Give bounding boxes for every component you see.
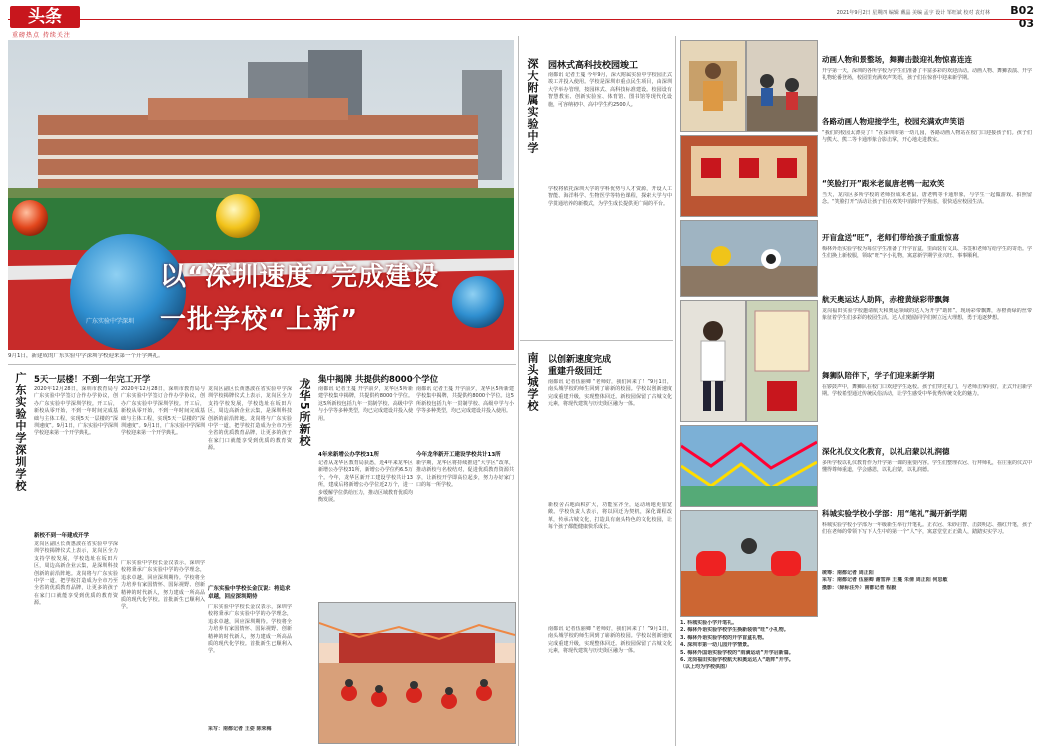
- photo-8: [680, 510, 818, 617]
- right-h8: 科城实验学校小学部：用“笔礼”揭开新学期: [822, 509, 967, 518]
- photo-3: [680, 135, 818, 217]
- caption-2: 2. 梅林外语实验学校学生换新装领“旺”小礼物。: [680, 627, 789, 634]
- right-p1: 开学第一天，深圳的各所学校为学生们准备了丰富多彩的欢迎活动。动画人物、舞狮表演、开学礼物轮番登场，校园里充满欢声笑语，孩子们在惊喜中迎来新学期。: [822, 68, 1032, 82]
- photo-captions: [680, 620, 816, 672]
- article-gsy-p3a: 广东实验中学校长金汉表示，深圳学校将秉承广东实验中学的办学理念，追求卓越，回应深圳期待。学校将全力培养有家国情怀、国际视野、创新精神的时代新人，努力建成一所高品质的现代化学校。首批新生已顺利入学。: [121, 560, 205, 611]
- right-h7: 深化礼仪文化教育，以礼启蒙以礼润德: [822, 447, 950, 456]
- caption-3: 3. 梅林外语实验学校的开学盲盒礼物。: [680, 634, 768, 641]
- section-title: 头条: [28, 7, 62, 27]
- right-h4: 开盲盒送“旺”，老师们带给孩子重重惊喜: [822, 233, 960, 242]
- article-sfz-headline: 园林式高科技校园竣工: [548, 61, 639, 71]
- divider: [8, 364, 516, 365]
- article-gsy-sub1: 新校不到一年建成开学: [34, 533, 90, 539]
- article-lh-p3: 新学期，龙华区将持续推进“大学区”改革，推动新校与名校结对，促进优质教育资源共享，让新校开学即高位起步，努力办好家门口的每一所学校。: [416, 460, 514, 489]
- article-lh-p2: 记者从龙华区教育局获悉，近4年来龙华区新增公办学校31所，新增公办学位约6.5万个。今年，龙华区新开工建设学校共计13所，建成后将新增公办学位近2万个，进一步缓解学位供给压力，推动区域教育优质均衡发展。: [318, 460, 413, 504]
- right-h6: 舞狮队陪伴下，学子们迎来新学期: [822, 371, 935, 380]
- credits-3: 摄影：（除标注外）南都记者 程毅: [822, 584, 897, 591]
- article-gsy-p1: 2020年12月28日，深圳市教育局与广东实验中学签订合作办学协议，创办广东实验中学深圳学校。开工后，新校从零开始，不到一年时间完成基础与主体工程，实现5天一层楼的“深圳速度”。9月1日，广东实验中学深圳学校迎来第一个开学典礼。: [34, 386, 118, 437]
- masthead-logo: [10, 6, 80, 28]
- article-gsy-p2b: 龙岗区副区长黄惠波在省实验中学深圳学校揭牌仪式上表示，龙岗区全力支持学校发展，学校选址在坂田片区，周边高新企业云集，是深圳科技创新的前沿阵地。龙岗将与广东实验中学一道，把学校打造成为全市乃至全省的优质教育品牌，让更多的孩子在家门口就能享受到优质的教育资源。: [208, 386, 292, 452]
- article-ns-headline1: 以创新速度完成: [548, 355, 612, 365]
- article-gsy-kicker: 广东实验中学深圳学校: [14, 372, 27, 492]
- article-ns-headline2: 重建升级回迁: [548, 367, 603, 377]
- credits-2: 采写：南都记者 伍丽卿 谢雪萍 王蔓 朱倩 周正阳 何思敏: [822, 577, 948, 584]
- article-ns-kicker: 南头城学校: [526, 352, 539, 412]
- article-lh-sub1: 4年来新增公办学校31所: [318, 452, 379, 458]
- caption-1: 1. 科城实验小学开笔礼。: [680, 620, 738, 626]
- masthead-dateline: 2021年9月2日 星期四 编辑 戴晶 美编 孟宇 设计 邹旺斌 校对 袁灯林: [836, 10, 990, 16]
- article-gsy-p3: 广东实验中学校长金汉表示，深圳学校将秉承广东实验中学的办学理念，追求卓越，回应深圳期待。学校将全力培养有家国情怀、国际视野、创新精神的时代新人，努力建成一所高品质的现代化学校。首批新生已顺利入学。: [208, 604, 292, 655]
- right-h2: 各路动画人物迎接学生，校园充满欢声笑语: [822, 117, 965, 126]
- article-lh-sub2: 今年龙华新开工建设学校共计13所: [416, 452, 501, 458]
- right-p2: “我们的校园太漂亮了！”在深圳市第一幼儿园，各路动画人物站在校门口迎接孩子们。孩子们与熊大、熊二等卡通形象合影击掌，开心地走进教室。: [822, 130, 1032, 144]
- article-lh-p1b: 南都讯 记者王蔓 开学前夕，龙华区5所新建学校集中揭牌，共提供约8000个学位。这5所新校包括九年一贯制学校、高级中学与小学等多种类型，均已完成建设并投入使用。: [416, 386, 514, 415]
- article-lh-kicker: 龙华5所新校: [298, 378, 311, 447]
- right-p6: 在锣鼓声中，舞狮队在校门口欢迎学生返校。孩子们穿过礼门，与老师击掌问好，正式开启新学期。学校希望通过传统民俗活动，让学生感受中华优秀传统文化的魅力。: [822, 384, 1032, 398]
- photo-6: [746, 300, 818, 422]
- right-p7: 多所学校以礼仪教育作为开学第一课的重要内容。学生们整理衣冠、行拜师礼，在庄重的仪式中懂得尊师重道，学会感恩，以礼启蒙，以礼润德。: [822, 460, 1032, 474]
- divider: [675, 36, 676, 746]
- right-p8: 科城实验学校小学部为一年级新生举行开笔礼。正衣冠、朱砂启智、击鼓明志、描红开笔，孩子们在老师的带领下写下人生中的第一个“人”字，寓意堂堂正正做人，踏踏实实学习。: [822, 522, 1032, 536]
- article-ns-p1: 南都讯 记者伍丽卿 “老师好，我们回来了！”9月1日，南头城学校的师生回到了崭新的校园。学校以创新速度完成重建升级，实现整体回迁。新校园保留了古城文化元素，将现代建筑与历史街区融为一体。: [548, 379, 672, 408]
- right-h3: “笑脸打开”跟米老鼠唐老鸭一起欢笑: [822, 179, 945, 188]
- masthead-rule: [8, 19, 1032, 20]
- article-ns-p1b: 南都讯 记者伍丽卿 “老师好，我们回来了！”9月1日，南头城学校的师生回到了崭新的校园。学校以创新速度完成重建升级，实现整体回迁。新校园保留了古城文化元素，将现代建筑与历史街区融为一体。: [548, 626, 672, 655]
- caption-4: 4. 深圳市第一幼儿园开学情景。: [680, 642, 753, 649]
- caption-7: （以上均为学校供图）: [680, 664, 731, 671]
- article-sfz-kicker: 深大附属实验中学: [526, 58, 539, 154]
- caption-6: 6. 龙岗福田实验学校航天和奥运达人“助阵”开学。: [680, 657, 794, 664]
- article-sfz-p2: 学校将依托深圳大学的学科优势与人才资源，开设人工智能、海洋科学、生物医学等特色课程，探索大学与中学贯通培养的新模式，为学生成长提供更广阔的平台。: [548, 186, 672, 207]
- caption-5: 5. 梅林外国语实验学校的“雨滴运动”开学启新篇。: [680, 649, 794, 656]
- hero-caption: 9月1日，新建成的广东实验中学深圳学校迎来第一个开学典礼。: [8, 353, 164, 359]
- right-column: [822, 54, 1032, 592]
- article-gsy-p2: 龙岗区副区长黄惠波在省实验中学深圳学校揭牌仪式上表示，龙岗区全力支持学校发展，学校选址在坂田片区，周边高新企业云集，是深圳科技创新的前沿阵地。龙岗将与广东实验中学一道，把学校打造成为全市乃至全省的优质教育品牌，让更多的孩子在家门口就能享受到优质的教育资源。: [34, 541, 118, 607]
- right-p3: 当天，龙岗区多所学校的老师扮成米老鼠、唐老鸭等卡通形象，与学生一起做游戏、拍照留念。“笑脸打开”活动让孩子们在欢笑中消除开学焦虑，很快适应校园生活。: [822, 192, 1032, 206]
- photo-1: [680, 40, 746, 132]
- divider: [518, 36, 519, 746]
- article-gsy-byline: 采写：南都记者 王姿 陈荣梅: [208, 726, 272, 732]
- photo-2: [746, 40, 818, 132]
- photo-4: [680, 220, 818, 297]
- masthead-slogan: 重磅热点 持续关注: [12, 32, 71, 39]
- photo-7: [680, 425, 818, 507]
- hero-headline-line1: 以“深圳速度”完成建设: [160, 262, 440, 292]
- photo-5: [680, 300, 746, 422]
- credits-1: 统筹：南都记者 周正阳: [822, 570, 874, 576]
- right-h5: 航天奥运达人助阵，赤橙黄绿彩带飘舞: [822, 295, 950, 304]
- right-p5: 龙岗福田实验学校邀请航天和奥运领域的达人为开学“助阵”。现场彩带飘舞，赤橙黄绿的丝带象征着学生们多彩的校园生活。达人们勉励同学们树立远大理想，勇于追逐梦想。: [822, 308, 1032, 322]
- divider: [520, 340, 673, 341]
- article-lh-headline: 集中揭牌 共提供约8000个学位: [318, 375, 439, 385]
- ball-text: 广东实验中学深圳: [86, 318, 135, 325]
- page-number: B02 03: [1010, 4, 1034, 30]
- ceremony-illustration: [319, 603, 515, 743]
- lh-ceremony-photo: [318, 602, 516, 744]
- right-h1: 动画人物和景整场，舞狮击鼓迎礼物惊喜连连: [822, 55, 972, 64]
- article-ns-p2: 新校舍占地面积扩大，功能室齐全，运动场地更加宽敞。学校负责人表示，将以回迁为契机，深化课程改革，传承古城文化，打造具有南头特色的文化校园，让每个孩子都能健康快乐成长。: [548, 502, 672, 531]
- right-p4: 梅林外语实验学校为每位学生准备了开学盲盒，里面装有文具、书签和老师写给学生的寄语。学生们换上新校服，领取“旺”字小礼物，寓意新学期学业兴旺、事事顺利。: [822, 246, 1032, 260]
- article-gsy-headline: 5天一层楼！不到一年完工开学: [34, 375, 151, 385]
- hero-headline-line2: 一批学校“上新”: [160, 305, 359, 335]
- article-lh-p1: 南都讯 记者王蔓 开学前夕，龙华区5所新建学校集中揭牌，共提供约8000个学位。这5所新校包括九年一贯制学校、高级中学与小学等多种类型，均已完成建设并投入使用。: [318, 386, 413, 422]
- article-gsy-p1b: 2020年12月28日，深圳市教育局与广东实验中学签订合作办学协议，创办广东实验中学深圳学校。开工后，新校从零开始，不到一年时间完成基础与主体工程，实现5天一层楼的“深圳速度”。9月1日，广东实验中学深圳学校迎来第一个开学典礼。: [121, 386, 205, 437]
- article-sfz-p1: 南都讯 记者王蔓 今年9月，深大附属实验中学校园正式竣工并投入使用。学校是深圳市重点民生项目，由深圳大学举办管理，按园林式、高科技标准建设。校园设有智慧教室、创新实验室、体育馆、图书馆等现代化设施，可容纳初中、高中学生约2500人。: [548, 72, 672, 108]
- hero-headline: [160, 256, 520, 336]
- article-gsy-sub2: 广东实验中学校长金汉说：将追求卓越，回应深圳期待: [208, 586, 291, 600]
